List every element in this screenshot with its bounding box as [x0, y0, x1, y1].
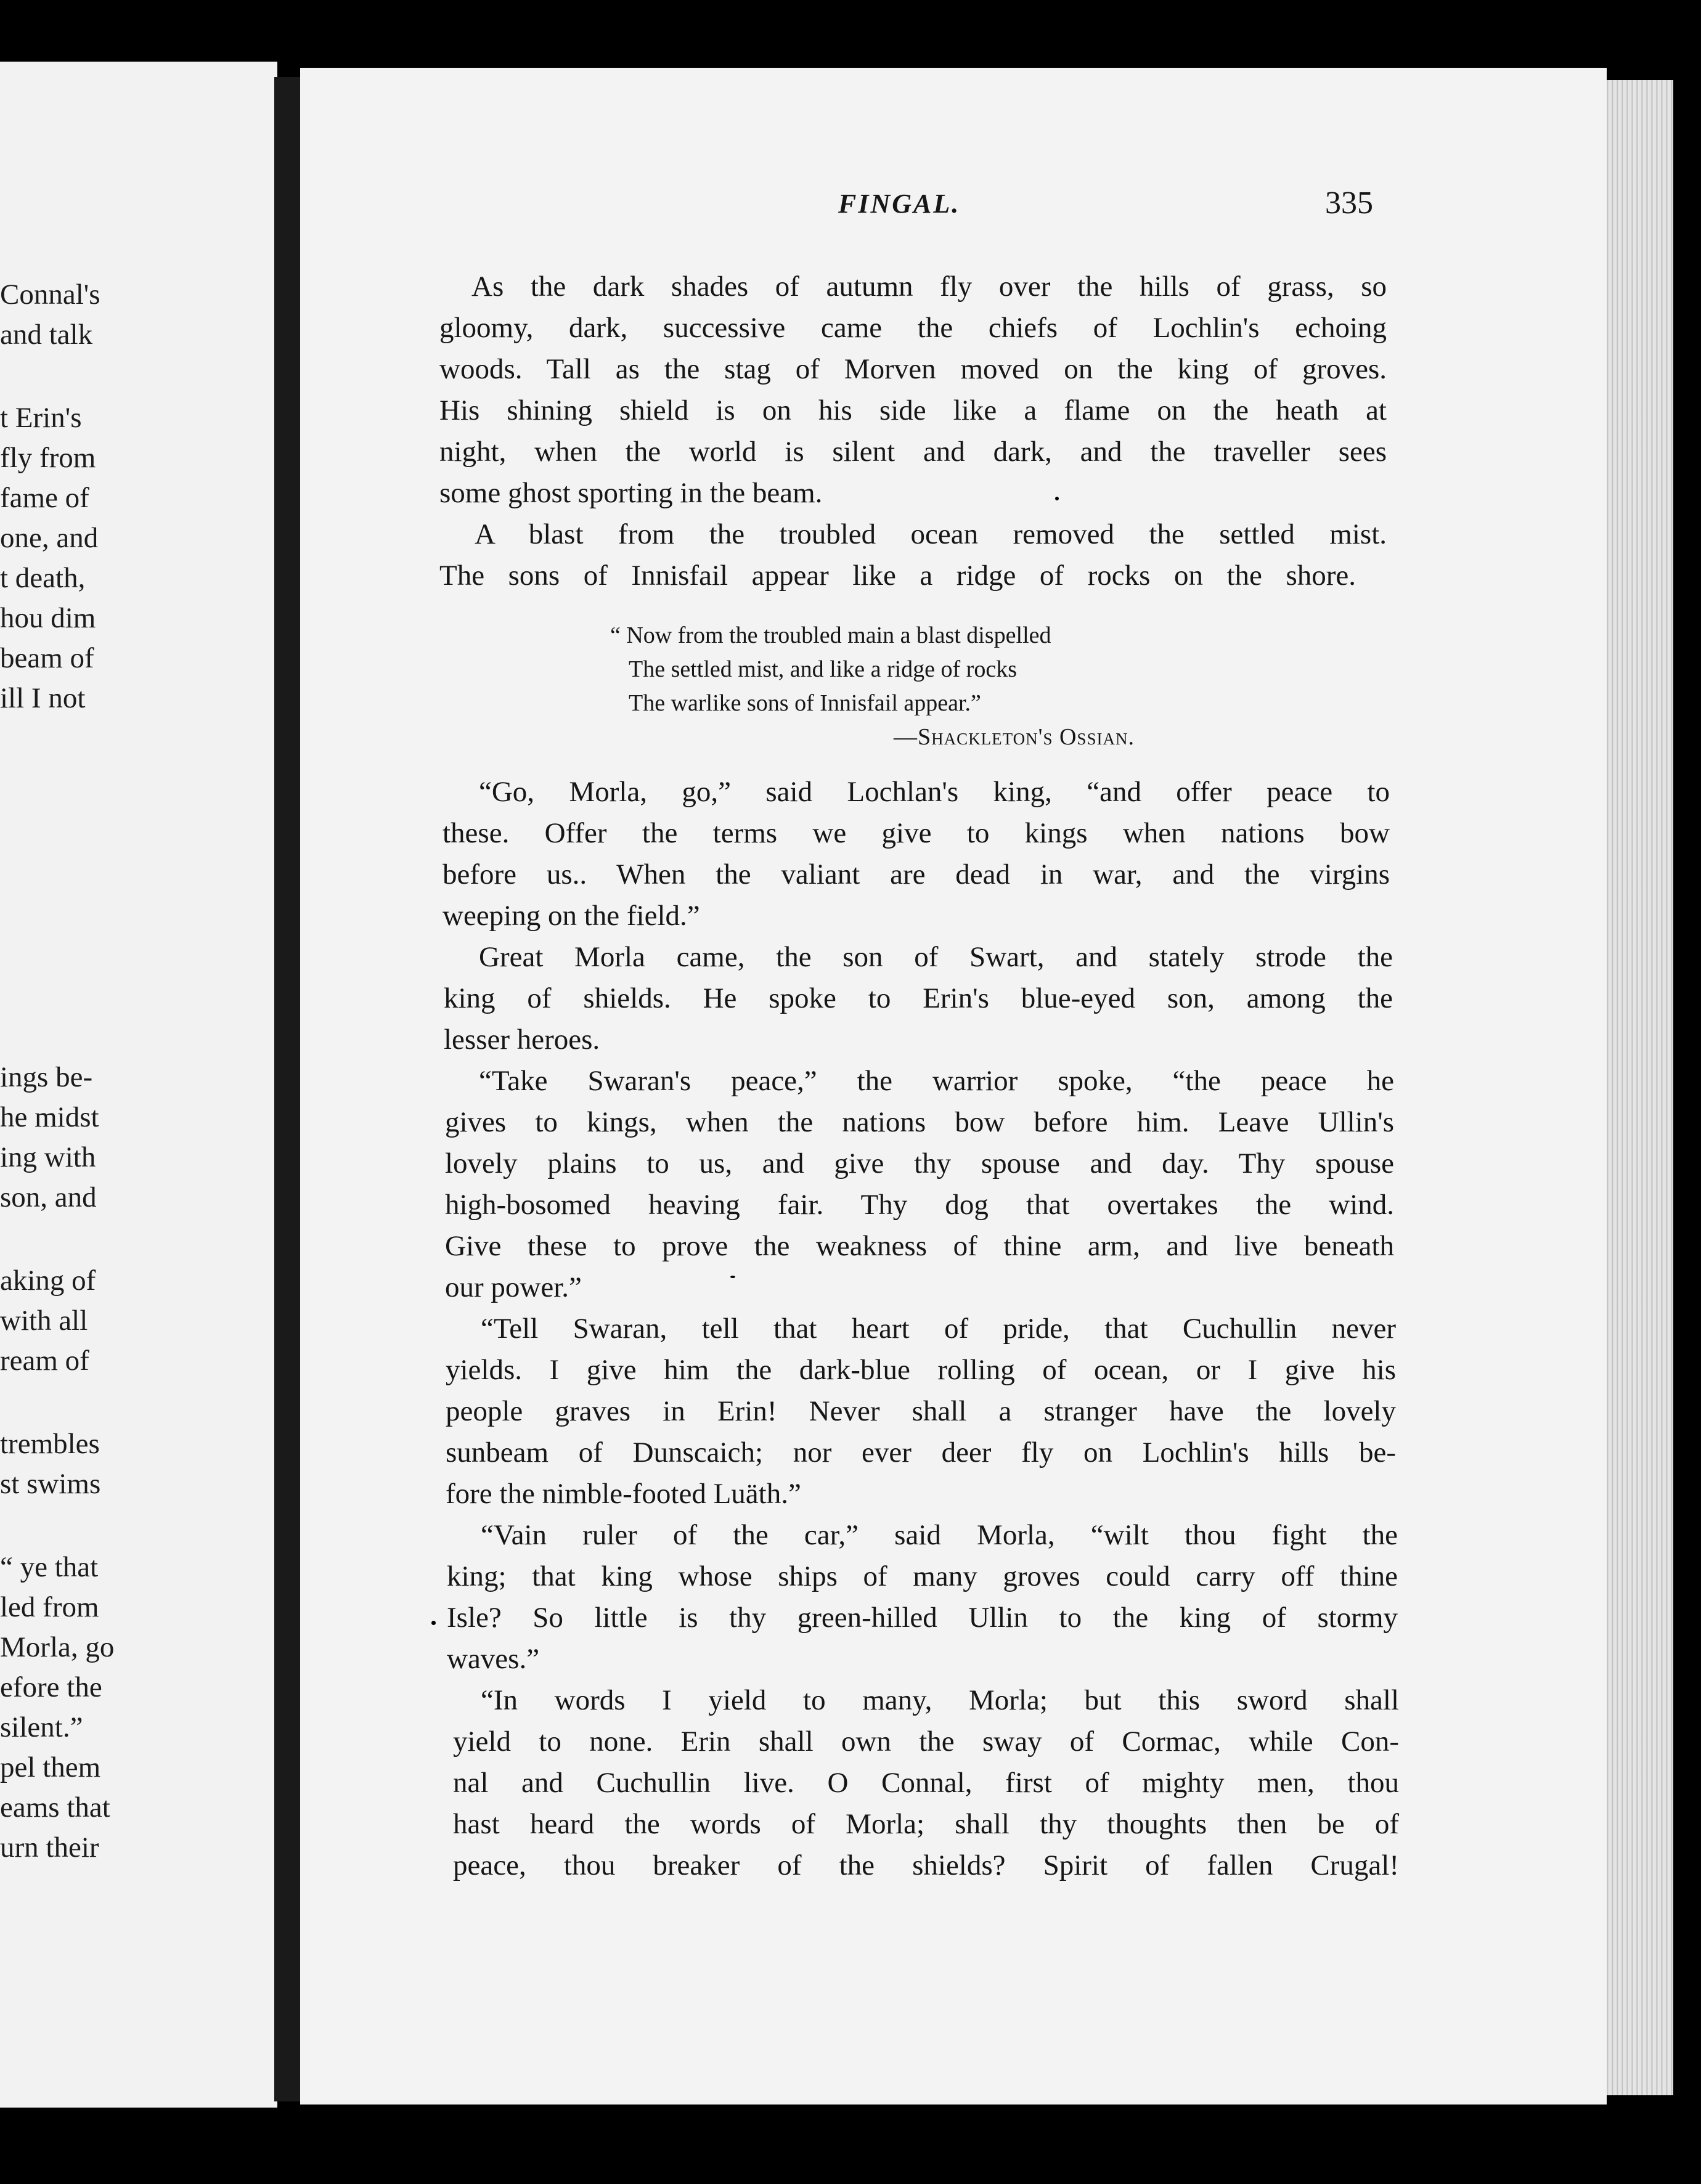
left-page-fragment: st swims [0, 1468, 101, 1500]
left-page-fragment: “ ye that [0, 1551, 99, 1583]
quote-attribution: —Shackleton's Ossian. [894, 724, 1135, 750]
left-page-fragment: trembles [0, 1428, 100, 1460]
text-line: yields. I give him the dark-blue rolling of ocean, or I give his [446, 1354, 1396, 1386]
left-page-fragment: ream of [0, 1345, 89, 1377]
left-page-fragment: hou dim [0, 602, 96, 634]
left-page-fragment: t Erin's [0, 402, 82, 434]
text-line: yield to none. Erin shall own the sway of Cormac, while Con- [453, 1726, 1399, 1758]
left-page [0, 62, 277, 2108]
book-gutter [274, 77, 300, 2101]
text-line: Great Morla came, the son of Swart, and stately strode the [479, 941, 1393, 973]
ink-speck [431, 1621, 436, 1625]
text-line: Isle? So little is thy green-hilled Ullin to the king of stormy [447, 1602, 1398, 1634]
text-line: lovely plains to us, and give thy spouse and day. Thy spouse [445, 1147, 1394, 1180]
left-page-fragment: aking of [0, 1265, 96, 1297]
left-page-fragment: beam of [0, 642, 94, 674]
text-line: king; that king whose ships of many groves could carry off thine [447, 1560, 1398, 1592]
page-number: 335 [1325, 185, 1373, 221]
ink-speck [1055, 497, 1059, 500]
text-line: fore the nimble-footed Luäth.” [446, 1478, 801, 1510]
text-line: Give these to prove the weakness of thine arm, and live beneath [445, 1230, 1394, 1262]
text-line: woods. Tall as the stag of Morven moved on the king of groves. [439, 353, 1387, 385]
text-line: The sons of Innisfail appear like a ridge of rocks on the shore. [439, 560, 1356, 592]
left-page-fragment: Morla, go [0, 1631, 115, 1663]
text-line: “Go, Morla, go,” said Lochlan's king, “and offer peace to [479, 776, 1390, 808]
text-line: king of shields. He spoke to Erin's blue-eyed son, among the [444, 982, 1393, 1014]
left-page-fragment: led from [0, 1591, 99, 1623]
text-line: nal and Cuchullin live. O Connal, first of mighty men, thou [453, 1767, 1399, 1799]
left-page-fragment: urn their [0, 1832, 99, 1864]
quote-line: The warlike sons of Innisfail appear.” [629, 690, 981, 716]
text-line: “Take Swaran's peace,” the warrior spoke, “the peace he [479, 1065, 1394, 1097]
text-line: these. Offer the terms we give to kings when nations bow [443, 817, 1390, 849]
left-page-fragment: ing with [0, 1141, 96, 1173]
left-page-fragment: and talk [0, 319, 93, 351]
text-line: hast heard the words of Morla; shall thy thoughts then be of [453, 1808, 1399, 1840]
ink-speck [730, 1276, 735, 1278]
left-page-fragment: ill I not [0, 682, 86, 714]
text-line: some ghost sporting in the beam. [439, 477, 823, 509]
text-line: peace, thou breaker of the shields? Spirit of fallen Crugal! [453, 1849, 1399, 1881]
text-line: high-bosomed heaving fair. Thy dog that overtakes the wind. [445, 1189, 1394, 1221]
left-page-fragment: eams that [0, 1791, 110, 1823]
text-line: “In words I yield to many, Morla; but this sword shall [481, 1684, 1399, 1716]
left-page-fragment: pel them [0, 1751, 101, 1783]
text-line: sunbeam of Dunscaich; nor ever deer fly on Lochlin's hills be- [446, 1436, 1396, 1469]
left-page-fragment: Connal's [0, 279, 100, 311]
text-line: “Vain ruler of the car,” said Morla, “wilt thou fight the [481, 1519, 1398, 1551]
quote-line: “ Now from the troubled main a blast dispelled [610, 622, 1051, 648]
text-line: weeping on the field.” [443, 900, 700, 932]
left-page-fragment: fly from [0, 442, 96, 474]
text-line: before us.. When the valiant are dead in war, and the virgins [443, 858, 1390, 890]
quote-line: The settled mist, and like a ridge of rocks [629, 656, 1017, 682]
text-line: night, when the world is silent and dark, and the traveller sees [439, 436, 1387, 468]
text-line: gives to kings, when the nations bow before him. Leave Ullin's [445, 1106, 1394, 1138]
left-page-fragment: ings be- [0, 1061, 93, 1093]
left-page-fragment: son, and [0, 1181, 97, 1213]
text-line: people graves in Erin! Never shall a stranger have the lovely [446, 1395, 1396, 1427]
left-page-fragment: he midst [0, 1101, 99, 1133]
left-page-fragment: one, and [0, 522, 99, 554]
left-page-fragment: fame of [0, 482, 89, 514]
text-line: our power.” [445, 1271, 582, 1303]
left-page-fragment: efore the [0, 1671, 102, 1703]
left-page-fragment: silent.” [0, 1711, 83, 1743]
left-page-fragment: with all [0, 1305, 88, 1337]
running-head: FINGAL. [838, 189, 961, 219]
text-line: “Tell Swaran, tell that heart of pride, that Cuchullin never [481, 1313, 1396, 1345]
left-page-fragment: t death, [0, 562, 86, 594]
text-line: lesser heroes. [444, 1024, 600, 1056]
text-line: waves.” [447, 1643, 540, 1675]
text-line: gloomy, dark, successive came the chiefs of Lochlin's echoing [439, 312, 1387, 344]
text-line: As the dark shades of autumn fly over the hills of grass, so [471, 271, 1387, 303]
text-line: A blast from the troubled ocean removed the settled mist. [475, 518, 1387, 550]
text-line: His shining shield is on his side like a flame on the heath at [439, 394, 1387, 426]
